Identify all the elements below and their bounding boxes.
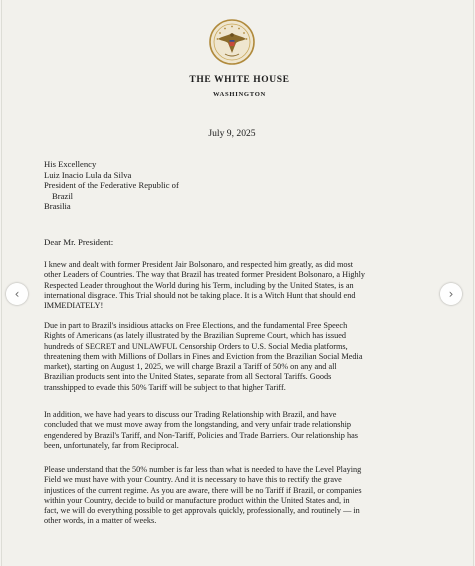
paragraph-line: market), starting on August 1, 2025, we will charge Brazil a Tariff of 50% on any and all: [44, 362, 337, 372]
letter-paragraph: [44, 465, 439, 527]
paragraph-line: concluded that we must move away from the longstanding, and very unfair trade relationship: [44, 420, 351, 430]
address-line: President of the Federative Republic of: [44, 180, 179, 191]
letterhead-title: THE WHITE HOUSE: [189, 75, 290, 85]
presidential-seal-icon: [209, 19, 255, 65]
paragraph-line: IMMEDIATELY!: [44, 301, 104, 311]
paragraph-line: threatening them with Millions of Dollars in Fines and Eviction from the Brazilian Social Media: [44, 351, 363, 361]
recipient-address: [44, 159, 179, 212]
paragraph-line: within your Country, decide to build or manufacture product within the United States and, in: [44, 495, 350, 505]
paragraph-line: Field we must have with your Country. And it is necessary to have this to rectify the grave: [44, 475, 342, 485]
paragraph-line: In addition, we have had years to discuss our Trading Relationship with Brazil, and have: [44, 410, 337, 419]
letter-page: [1, 0, 474, 566]
chevron-right-icon: ›: [448, 287, 454, 301]
paragraph-line: fact, we will do everything possible to get approvals quickly, professionally, and routinely — in: [44, 506, 360, 516]
letter-paragraph: [44, 410, 439, 451]
address-line: Luiz Inacio Lula da Silva: [44, 169, 132, 180]
paragraph-line: international disgrace. This Trial should not be taking place. It is a Witch Hunt that should end: [44, 290, 356, 300]
paragraph-line: injustices of the current regime. As you are aware, there will be no Tariff if Brazil, or companies: [44, 485, 362, 495]
previous-button[interactable]: [6, 283, 28, 305]
paragraph-line: Due in part to Brazil's insidious attacks on Free Elections, and the fundamental Free Speech: [44, 321, 348, 330]
paragraph-line: Brazilian products sent into the United States, separate from all Sectoral Tariffs. Goods: [44, 372, 332, 382]
paragraph-line: transshipped to evade this 50% Tariff will be subject to that higher Tariff.: [44, 382, 286, 392]
letter-paragraph: [44, 260, 439, 311]
letter-date: July 9, 2025: [208, 128, 256, 139]
paragraph-line: I knew and dealt with former President Jair Bolsonaro, and respected him greatly, as did most: [44, 260, 353, 269]
paragraph-line: Rights of Americans (as lately illustrated by the Brazilian Supreme Court, which has issued: [44, 331, 346, 341]
paragraph-line: Please understand that the 50% number is far less than what is needed to have the Level Playing: [44, 465, 362, 474]
paragraph-line: other words, in a matter of weeks.: [44, 516, 157, 526]
paragraph-line: Respected Leader throughout the World during his Term, including by the United States, is an: [44, 280, 354, 290]
paragraph-line: engendered by Brazil's Tariff, and Non-Tariff, Policies and Trade Barriers. Our relationship has: [44, 430, 358, 440]
address-line: His Excellency: [44, 159, 97, 169]
address-line: Brazil: [52, 190, 73, 201]
paragraph-line: other Leaders of Countries. The way that Brazil has treated former President Bolsonaro, a Highly: [44, 270, 366, 280]
address-line: Brasilia: [44, 201, 71, 212]
salutation: Dear Mr. President:: [44, 237, 114, 247]
paragraph-line: been, unfortunately, far from Reciprocal.: [44, 440, 179, 450]
next-button[interactable]: [440, 283, 462, 305]
chevron-left-icon: ‹: [14, 287, 20, 301]
letterhead-subtitle: WASHINGTON: [212, 91, 267, 98]
letter-paragraph: [44, 321, 439, 393]
paragraph-line: hundreds of SECRET and UNLAWFUL Censorship Orders to U.S. Social Media platforms,: [44, 341, 348, 351]
